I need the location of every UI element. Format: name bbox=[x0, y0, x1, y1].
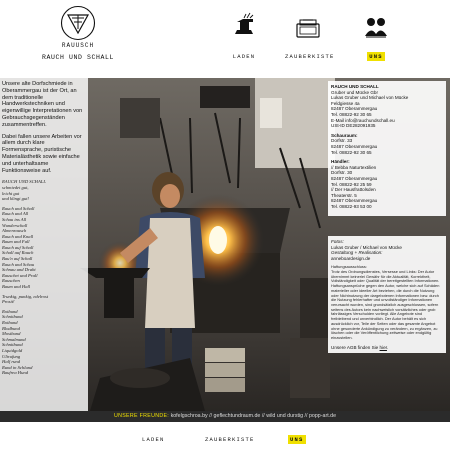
poem-line: Rauch und All bbox=[2, 211, 29, 217]
poem-stanza-2 bbox=[2, 206, 86, 290]
showroom-info bbox=[331, 133, 443, 155]
poem-stanza-4 bbox=[2, 309, 86, 376]
bottom-nav-zauberkiste[interactable]: ZAUBERKISTE bbox=[205, 436, 255, 443]
disclaimer bbox=[331, 265, 443, 340]
company-vat-id: USt-ID DE282091935 bbox=[331, 123, 376, 129]
showroom-line: Tel. 08822-92 30 65 bbox=[331, 149, 372, 155]
dealers-info bbox=[331, 159, 443, 209]
company-email[interactable]: E-Mail info@rauchundschall.eu bbox=[331, 117, 395, 123]
poem-line: Rauschen bbox=[2, 278, 20, 284]
poem-line: Rotbund bbox=[2, 320, 18, 326]
design-credits-label: Gestaltung + Realisation: bbox=[331, 250, 383, 256]
showroom-line: 82487 Oberammergau bbox=[331, 143, 378, 149]
company-line: Feldgiesse 4a bbox=[331, 100, 360, 106]
dealer-line: Theaterstr. 5 bbox=[331, 192, 357, 198]
poem-stanza-3 bbox=[2, 294, 86, 305]
photo-credits-label: Fotos: bbox=[331, 239, 344, 244]
dealers-title: Händler: bbox=[331, 159, 350, 165]
anvil-icon bbox=[231, 12, 257, 42]
poem-line: Schnitbund bbox=[2, 342, 23, 348]
poem-line: Rauschet und Prall bbox=[2, 272, 38, 278]
friends-links[interactable]: kofelgschroa.by // geflechtundraum.de // wild und durstig // popp-art.de bbox=[170, 413, 337, 419]
agb-link[interactable]: hier bbox=[379, 344, 387, 350]
company-title: RAUCH UND SCHALL bbox=[331, 84, 379, 89]
top-navigation bbox=[0, 10, 450, 65]
credits-panel bbox=[328, 236, 446, 353]
disclaimer-text: Trotz des Ordnungsdienstes, Versesse und Links: Der Autor übernimmt keinerlei Gewähr für die Aktualität, Korrektheit, Vollständigkeit oder Qualität der bereitgestellten Informationen. Haftungsansprüche gegen den Autor, welche sich auf Schäden materieller oder ideeller Art beziehen, die durch die Nutzung oder Nichtnutzung der dargebotenen Informationen bzw. durch die Nutzung fehlerhafter und unvollständiger Informationen verursacht wurden, sind grundsätzlich ausgeschlossen, sofern seitens des Autors kein nachweislich vorsätzliches oder grob fahrlässiges Verschulden vorliegt. Alle Angebote sind freibleibend und unverbindlich. Der Autor behält es sich ausdrücklich vor, Teile der Seiten oder das gesamte Angebot ohne gesonderte Ankündigung zu verändern, zu ergänzen, zu löschen oder die Veröffentlichung zeitweise oder endgültig einzustellen. bbox=[331, 269, 440, 340]
nav-label-laden: LADEN bbox=[232, 53, 256, 60]
dealer-line: 82487 Oberammergau bbox=[331, 175, 378, 181]
intro-text bbox=[2, 81, 86, 174]
bottom-nav-laden[interactable]: LADEN bbox=[142, 436, 165, 443]
poem-line: Half rund bbox=[2, 359, 20, 365]
nav-label-zauberkiste: ZAUBERKISTE bbox=[285, 53, 335, 60]
dealer-line: // Der Hausfrattolsden bbox=[331, 187, 376, 193]
company-line: 82487 Oberammergau bbox=[331, 106, 378, 112]
poem-line: Schau ins All bbox=[2, 216, 27, 222]
poem-line: Rauch und Knall bbox=[2, 233, 34, 239]
poem-line: RAUCH UND SCHALL bbox=[2, 179, 46, 185]
bottom-nav-uns[interactable]: UNS bbox=[290, 436, 304, 443]
design-credits-link[interactable]: anneboardesign.de bbox=[331, 255, 371, 261]
nav-item-laden[interactable] bbox=[224, 12, 264, 63]
poem-stanza-1 bbox=[2, 179, 86, 201]
poem-line: Schnau und Draht bbox=[2, 267, 36, 273]
poem-line: Baum und Fall bbox=[2, 239, 30, 245]
agb-end: . bbox=[386, 344, 389, 350]
suitcase-icon bbox=[295, 12, 321, 42]
poem-line: Ultrufung bbox=[2, 353, 21, 359]
intro-panel bbox=[0, 78, 88, 411]
poem-line: Schnitbund bbox=[2, 314, 23, 320]
nav-item-zauberkiste[interactable] bbox=[283, 12, 333, 63]
poem-line: Mostbund bbox=[2, 331, 21, 337]
brand-name: RAUCH UND SCHALL bbox=[42, 54, 115, 61]
intro-paragraph-2: Dabei fallen unsere Arbeiten vor allem durch klare Formensprache, puristische Materialästhetik sowie einfache und unterhaltsame Funktionsweise auf. bbox=[2, 133, 82, 174]
poem-line: Almenrausch bbox=[2, 228, 27, 234]
agb-line bbox=[331, 345, 443, 351]
poem-line: leicht gut bbox=[2, 190, 20, 196]
poem-line: Rauch und Schau bbox=[2, 261, 35, 267]
poem-line: Rund in Schlund bbox=[2, 364, 33, 370]
poem-line: Wunderschall bbox=[2, 222, 28, 228]
people-icon bbox=[363, 12, 389, 42]
showroom-title: Schauraum: bbox=[331, 132, 358, 138]
poem-line: Rotbund bbox=[2, 308, 18, 314]
showroom-line: Dorfstr. 33 bbox=[331, 138, 353, 144]
poem-line: und klingt gut! bbox=[2, 196, 30, 202]
company-phone: Tel. 08822-92 30 65 bbox=[331, 111, 372, 117]
poem-line: Baum und Hall bbox=[2, 284, 31, 290]
poem-line: Trunkig, punkig, edelrost bbox=[2, 293, 49, 299]
company-line: Lukas Gruber und Michael von Mücke bbox=[331, 95, 409, 101]
disclaimer-title: Haftungsausschluss: bbox=[331, 264, 367, 270]
dealer-line: Tel. 08822-93 53 00 bbox=[331, 203, 372, 209]
nav-label-uns: UNS bbox=[369, 53, 383, 60]
dealer-line: Tel. 08822-92 25 59 bbox=[331, 181, 372, 187]
company-line: Gruber und Mücke Gbr bbox=[331, 89, 378, 95]
poem-line: Baufrea Hund bbox=[2, 370, 28, 376]
poem-line: Schall auf Rauch bbox=[2, 250, 34, 256]
poem-line: schmiedet gut, bbox=[2, 184, 29, 190]
nav-item-uns[interactable] bbox=[362, 12, 390, 63]
contact-panel bbox=[328, 81, 446, 216]
photo-credits-names: Lukas Gruber / Michael von Mücke bbox=[331, 244, 402, 250]
poem-line: Bau'n auf Schall bbox=[2, 256, 33, 262]
poem-line: Prosit! bbox=[2, 299, 15, 305]
dealer-line: // Bebba Naturtextilien bbox=[331, 164, 377, 170]
bottom-navigation bbox=[0, 435, 450, 445]
dealer-line: Dorfstr. 30 bbox=[331, 170, 353, 176]
emblem-text: RAUUSCH bbox=[61, 42, 95, 49]
agb-text: Unsere AGB finden Sie bbox=[331, 344, 380, 350]
photo-credits bbox=[331, 239, 443, 261]
poem-line: Rauch auf Schall bbox=[2, 244, 34, 250]
friends-label: UNSERE FREUNDE: bbox=[113, 413, 170, 419]
poem-line: Rauch und Schall bbox=[2, 205, 35, 211]
company-info bbox=[331, 84, 443, 129]
dealer-line: 82487 Oberammergau bbox=[331, 198, 378, 204]
friends-bar bbox=[0, 411, 450, 422]
poem-line: Schmalmund bbox=[2, 336, 26, 342]
workshop-photo-stage bbox=[0, 78, 450, 411]
poem-line: Blodbund bbox=[2, 325, 20, 331]
intro-paragraph-1: Unsere alte Dorfschmiede in Oberammergau ist der Ort, an dem traditionelle Handwerkstechniken und eigenwillige Interpretationen von Gebrauchsgegenständen zusammentreffen. bbox=[2, 81, 83, 128]
poem-line: Liquidgold bbox=[2, 347, 23, 353]
